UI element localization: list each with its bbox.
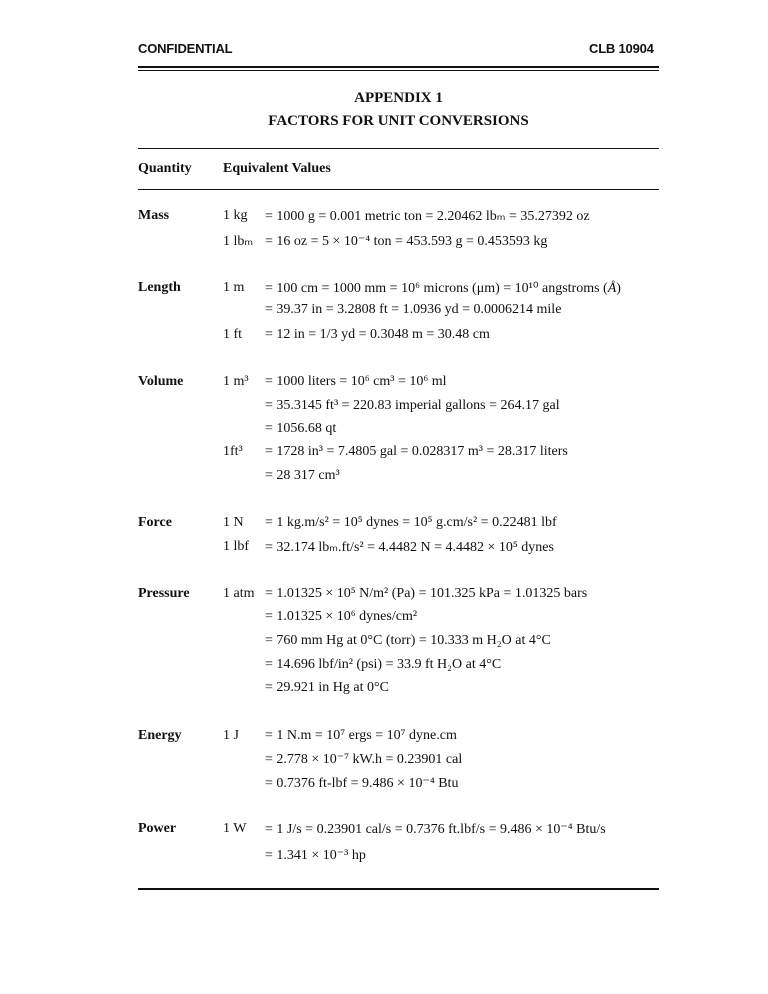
length-m-equivalents-cont: = 39.37 in = 3.2808 ft = 1.0936 yd = 0.0006214 mile [265, 302, 562, 317]
quantity-pressure: Pressure [138, 586, 190, 601]
quantity-power: Power [138, 821, 177, 836]
quantity-force: Force [138, 515, 172, 530]
volume-unit-ft3: 1ft³ [223, 444, 243, 459]
volume-m3-equivalents: = 1000 liters = 10⁶ cm³ = 10⁶ ml [265, 374, 447, 389]
table-bottom-rule [138, 888, 659, 890]
quantity-energy: Energy [138, 728, 182, 743]
confidential-label: CONFIDENTIAL [138, 41, 233, 56]
quantity-mass: Mass [138, 208, 170, 223]
table-header-rule [138, 189, 659, 190]
appendix-subtitle: FACTORS FOR UNIT CONVERSIONS [268, 113, 529, 129]
pressure-atm-dynes: = 1.01325 × 10⁶ dynes/cm² [265, 609, 418, 624]
angstrom-symbol: Å [607, 281, 617, 296]
header-rule-thick [138, 66, 659, 68]
column-header-quantity: Quantity [138, 161, 192, 176]
pressure-unit-atm: 1 atm [223, 586, 255, 601]
energy-unit-j: 1 J [223, 728, 239, 743]
length-ft-equivalents: = 12 in = 1/3 yd = 0.3048 m = 30.48 cm [265, 327, 490, 342]
column-header-values: Equivalent Values [223, 161, 331, 176]
pressure-atm-psi: = 14.696 lbf/in² (psi) = 33.9 ft H₂O at 4°C [265, 657, 502, 672]
volume-unit-m3: 1 m³ [223, 374, 249, 389]
quantity-length: Length [138, 280, 181, 295]
volume-ft3-equivalents: = 1728 in³ = 7.4805 gal = 0.028317 m³ = 28.317 liters [265, 444, 568, 459]
energy-j-kwh: = 2.778 × 10⁻⁷ kW.h = 0.23901 cal [265, 752, 463, 767]
header-rule-thin [138, 70, 659, 71]
mass-lbm-equivalents: = 16 oz = 5 × 10⁻⁴ ton = 453.593 g = 0.453593 kg [265, 234, 548, 249]
force-unit-n: 1 N [223, 515, 244, 530]
force-unit-lbf: 1 lbf [223, 539, 250, 554]
length-unit-m: 1 m [223, 280, 245, 295]
quantity-volume: Volume [138, 374, 184, 389]
mass-kg-equivalents: = 1000 g = 0.001 metric ton = 2.20462 lbₘ = 35.27392 oz [265, 209, 590, 224]
mass-unit-lbm: 1 lbₘ [223, 234, 254, 249]
energy-j-btu: = 0.7376 ft-lbf = 9.486 × 10⁻⁴ Btu [265, 776, 459, 791]
pressure-atm-torr: = 760 mm Hg at 0°C (torr) = 10.333 m H₂O at 4°C [265, 633, 551, 648]
document-code: CLB 10904 [589, 41, 654, 56]
volume-m3-equivalents-qt: = 1056.68 qt [265, 421, 337, 436]
table-top-rule [138, 148, 659, 149]
volume-ft3-equivalents-cont: = 28 317 cm³ [265, 468, 340, 483]
force-n-equivalents: = 1 kg.m/s² = 10⁵ dynes = 10⁵ g.cm/s² = 0.22481 lbf [265, 515, 557, 530]
volume-m3-equivalents-cont: = 35.3145 ft³ = 220.83 imperial gallons = 264.17 gal [265, 398, 560, 413]
power-unit-w: 1 W [223, 821, 247, 836]
energy-j-equivalents: = 1 N.m = 10⁷ ergs = 10⁷ dyne.cm [265, 728, 457, 743]
power-w-equivalents: = 1 J/s = 0.23901 cal/s = 0.7376 ft.lbf/s = 9.486 × 10⁻⁴ Btu/s [265, 822, 606, 837]
appendix-title: APPENDIX 1 [354, 90, 443, 106]
mass-unit-kg: 1 kg [223, 208, 248, 223]
power-w-hp: = 1.341 × 10⁻³ hp [265, 848, 366, 863]
pressure-atm-inhg: = 29.921 in Hg at 0°C [265, 680, 389, 695]
length-unit-ft: 1 ft [223, 327, 243, 342]
force-lbf-equivalents: = 32.174 lbₘ.ft/s² = 4.4482 N = 4.4482 × 10⁵ dynes [265, 540, 554, 555]
length-m-equivalents: = 100 cm = 1000 mm = 10⁶ microns (μm) = 10¹⁰ angstroms (Å) [265, 281, 621, 296]
pressure-atm-equivalents: = 1.01325 × 10⁵ N/m² (Pa) = 101.325 kPa = 1.01325 bars [265, 586, 588, 601]
